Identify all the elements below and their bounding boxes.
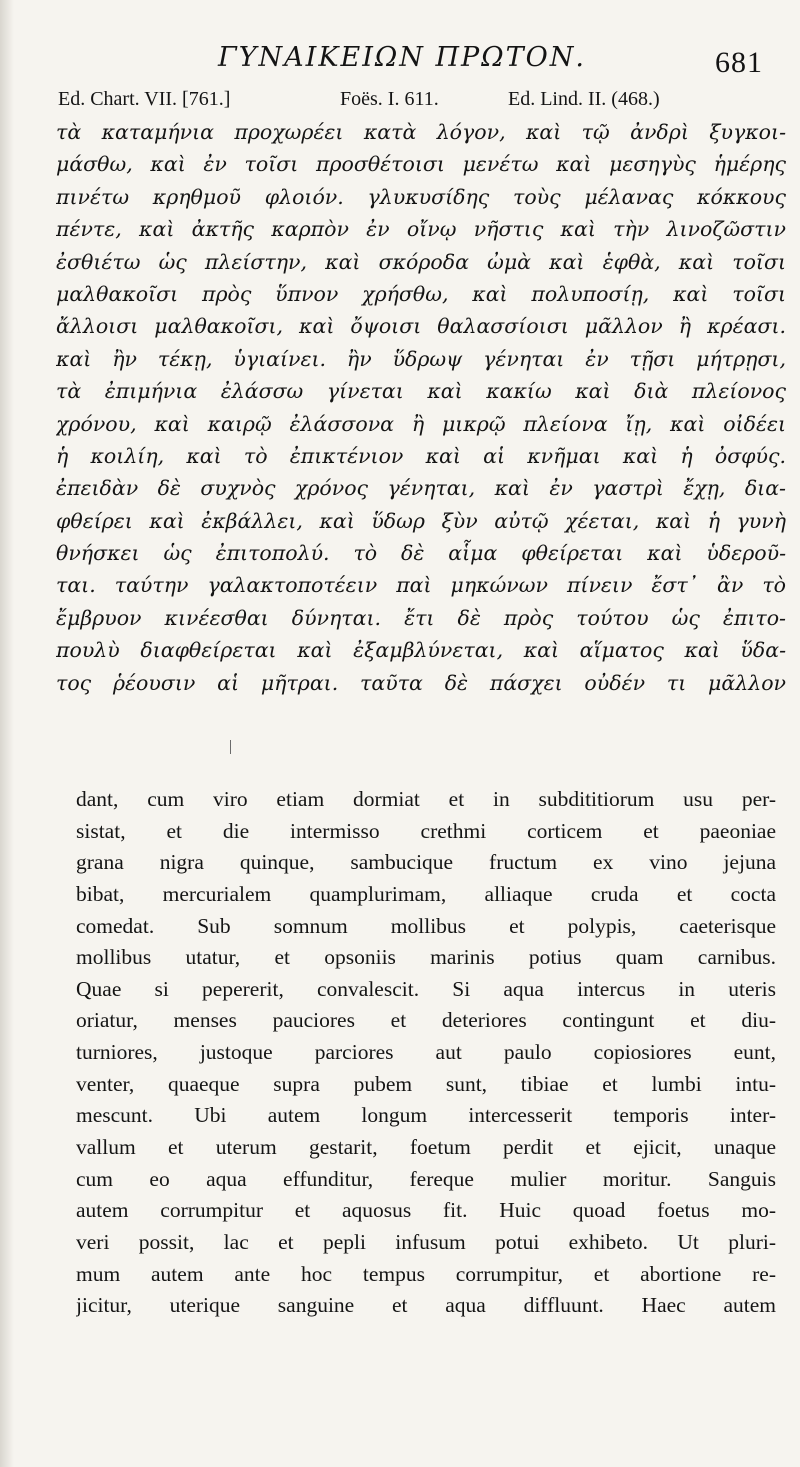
- greek-line: ἡ κοιλίη, καὶ τὸ ἐπικτένιον καὶ αἱ κνῆμαι καὶ ἡ ὀσφύς.: [56, 443, 786, 468]
- greek-line: φθείρει καὶ ἐκβάλλει, καὶ ὕδωρ ξὺν αὐτῷ χέεται, καὶ ἡ γυνὴ: [56, 508, 786, 533]
- section-divider-mark: [230, 740, 231, 754]
- page-gutter-shadow: [0, 0, 14, 1467]
- latin-line: venter, quaeque supra pubem sunt, tibiae et lumbi intu-: [76, 1071, 776, 1096]
- greek-line: τος ῥέουσιν αἱ μῆτραι. ταῦτα δὲ πάσχει οὐδέν τι μᾶλλον: [56, 670, 786, 695]
- greek-line: ἄλλοισι μαλθακοῖσι, καὶ ὄψοισι θαλασσίοισι μᾶλλον ἢ κρέασι.: [56, 314, 786, 339]
- latin-line: bibat, mercurialem quamplurimam, alliaque cruda et cocta: [76, 881, 776, 906]
- greek-line: πινέτω κρηθμοῦ φλοιόν. γλυκυσίδης τοὺς μέλανας κόκκους: [56, 184, 786, 209]
- edition-references: [58, 88, 778, 116]
- latin-line: Quae si pepererit, convalescit. Si aqua intercus in uteris: [76, 976, 776, 1001]
- greek-line: μάσθω, καὶ ἐν τοῖσι προσθέτοισι μενέτω καὶ μεσηγὺς ἡμέρης: [56, 152, 786, 177]
- latin-line: comedat. Sub somnum mollibus et polypis, caeterisque: [76, 913, 776, 938]
- running-title: ΓΥΝΑΙΚΕΙΩΝ ΠΡΩΤΟΝ.: [218, 42, 586, 73]
- latin-line: autem corrumpitur et aquosus fit. Huic quoad foetus mo-: [76, 1198, 776, 1223]
- greek-line: ται. ταύτην γαλακτοποτέειν παὶ μηκώνων πίνειν ἔστ᾽ ἂν τὸ: [56, 573, 786, 598]
- foesius-reference: Foës. I. 611.: [340, 88, 439, 110]
- latin-line: mum autem ante hoc tempus corrumpitur, et abortione re-: [76, 1261, 776, 1286]
- greek-line: χρόνου, καὶ καιρῷ ἐλάσσονα ἢ μικρῷ πλείονα ἴῃ, καὶ οἰδέει: [56, 411, 786, 436]
- latin-line: dant, cum viro etiam dormiat et in subdititiorum usu per-: [76, 787, 776, 811]
- latin-line: oriatur, menses pauciores et deteriores contingunt et diu-: [76, 1008, 776, 1033]
- greek-line: ἔμβρυον κινέεσθαι δύνηται. ἔτι δὲ πρὸς τούτου ὡς ἐπιτο-: [56, 605, 786, 630]
- latin-line: veri possit, lac et pepli infusum potui exhibeto. Ut pluri-: [76, 1229, 776, 1254]
- latin-line: sistat, et die intermisso crethmi corticem et paeoniae: [76, 818, 776, 843]
- greek-line: τὰ ἐπιμήνια ἐλάσσω γίνεται καὶ κακίω καὶ διὰ πλείονος: [56, 379, 786, 404]
- page-number: 681: [715, 46, 763, 79]
- latin-line: cum eo aqua effunditur, fereque mulier moritur. Sanguis: [76, 1166, 776, 1191]
- latin-line: vallum et uterum gestarit, foetum perdit et ejicit, unaque: [76, 1135, 776, 1160]
- latin-line: mescunt. Ubi autem longum intercesserit temporis inter-: [76, 1103, 776, 1128]
- latin-line: jicitur, uterique sanguine et aqua diffluunt. Haec autem: [76, 1293, 776, 1318]
- greek-line: ἐπειδὰν δὲ συχνὸς χρόνος γένηται, καὶ ἐν γαστρὶ ἔχῃ, δια-: [56, 476, 786, 501]
- latin-text-block: [76, 784, 776, 1322]
- greek-line: καὶ ἢν τέκῃ, ὑγιαίνει. ἢν ὕδρωψ γένηται ἐν τῇσι μήτρῃσι,: [56, 346, 786, 371]
- latin-line: turniores, justoque parciores aut paulo copiosiores eunt,: [76, 1040, 776, 1065]
- latin-line: grana nigra quinque, sambucique fructum ex vino jejuna: [76, 850, 776, 875]
- chartier-reference: Ed. Chart. VII. [761.]: [58, 88, 231, 110]
- page-header: [0, 42, 800, 82]
- latin-line: mollibus utatur, et opsoniis marinis potius quam carnibus.: [76, 945, 776, 970]
- linden-reference: Ed. Lind. II. (468.): [508, 88, 660, 110]
- greek-line: μαλθακοῖσι πρὸς ὕπνον χρήσθω, καὶ πολυποσίῃ, καὶ τοῖσι: [56, 281, 786, 306]
- greek-line: τὰ καταμήνια προχωρέει κατὰ λόγον, καὶ τῷ ἀνδρὶ ξυγκοι-: [56, 120, 786, 144]
- greek-line: πέντε, καὶ ἀκτῆς καρπὸν ἐν οἴνῳ νῆστις καὶ τὴν λινοζῶστιν: [56, 217, 786, 242]
- greek-text-block: [56, 116, 786, 699]
- greek-line: ἐσθιέτω ὡς πλείστην, καὶ σκόροδα ὠμὰ καὶ ἑφθὰ, καὶ τοῖσι: [56, 249, 786, 274]
- greek-line: πουλὺ διαφθείρεται καὶ ἐξαμβλύνεται, καὶ αἵματος καὶ ὕδα-: [56, 638, 786, 663]
- greek-line: θνήσκει ὡς ἐπιτοπολύ. τὸ δὲ αἷμα φθείρεται καὶ ὑδεροῦ-: [56, 541, 786, 566]
